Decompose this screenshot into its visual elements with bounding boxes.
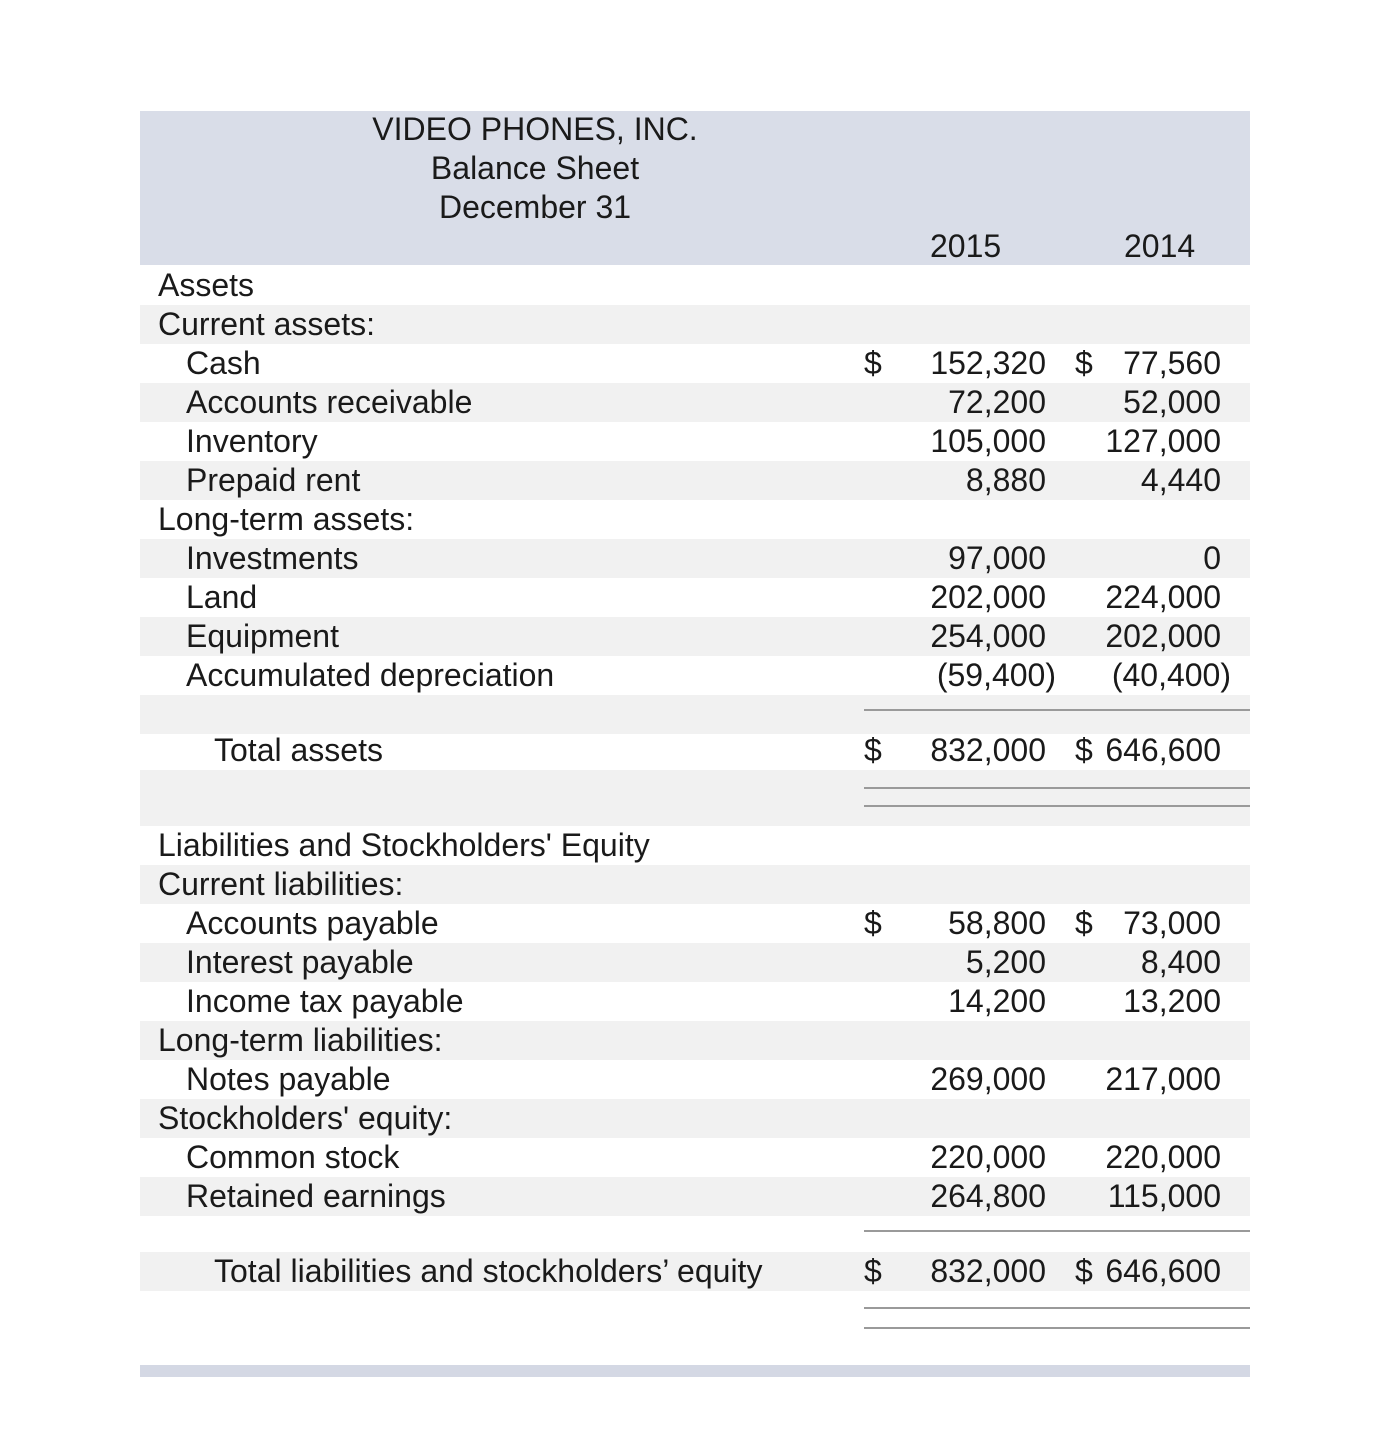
value-2015: 832,000 (930, 732, 1046, 768)
row-label: Equipment (186, 618, 339, 654)
dollar-sign: $ (1075, 1253, 1093, 1289)
subtotal-rule (864, 1230, 1250, 1232)
value-2014: 4,440 (1140, 462, 1221, 498)
table-row (140, 1060, 1250, 1099)
value-2015: 254,000 (930, 618, 1046, 654)
footer-band (140, 1365, 1250, 1377)
company-name: VIDEO PHONES, INC. (372, 111, 698, 147)
liabilities-heading: Liabilities and Stockholders' Equity (158, 827, 650, 863)
current-liabilities-heading-row (140, 865, 1250, 904)
value-2015: 5,200 (965, 944, 1046, 980)
row-label: Common stock (186, 1139, 400, 1175)
equity-heading-row (140, 1099, 1250, 1138)
value-2015: 72,200 (948, 384, 1046, 420)
table-row (140, 617, 1250, 656)
value-2014: 202,000 (1105, 618, 1221, 654)
value-2014: 224,000 (1105, 579, 1221, 615)
row-label: Retained earnings (186, 1178, 446, 1214)
table-row (140, 461, 1250, 500)
table-row (140, 982, 1250, 1021)
statement-title: Balance Sheet (430, 150, 640, 186)
row-label: Total liabilities and stockholders’ equity (214, 1253, 763, 1289)
row-label: Total assets (214, 732, 383, 768)
row-label: Accounts receivable (186, 384, 473, 420)
row-label: Cash (186, 345, 261, 381)
value-2015: 105,000 (930, 423, 1046, 459)
row-label: Land (186, 579, 258, 615)
value-2015: 8,880 (965, 462, 1046, 498)
subtotal-rule (864, 709, 1250, 711)
row-label: Prepaid rent (186, 462, 361, 498)
spacer-row (140, 770, 1250, 826)
year-prior: 2014 (1124, 228, 1196, 264)
value-2014: 127,000 (1105, 423, 1221, 459)
value-2015: 97,000 (948, 540, 1046, 576)
equity-heading: Stockholders' equity: (158, 1100, 453, 1136)
table-row (140, 539, 1250, 578)
value-2014: 77,560 (1123, 345, 1221, 381)
dollar-sign: $ (1075, 905, 1093, 941)
table-row (140, 656, 1250, 695)
value-2014: 52,000 (1123, 384, 1221, 420)
value-2015: 152,320 (930, 345, 1046, 381)
current-liabilities-heading: Current liabilities: (158, 866, 404, 902)
value-2014: 8,400 (1140, 944, 1221, 980)
value-2015: 220,000 (930, 1139, 1046, 1175)
longterm-assets-heading-row (140, 500, 1250, 539)
dollar-sign: $ (864, 1253, 882, 1289)
value-2014: (40,400) (1111, 657, 1231, 693)
row-label: Interest payable (186, 944, 414, 980)
table-row (140, 1177, 1250, 1216)
table-row (140, 422, 1250, 461)
assets-heading: Assets (158, 267, 255, 303)
row-label: Accounts payable (186, 905, 439, 941)
dollar-sign: $ (1075, 732, 1093, 768)
total-assets-row (140, 731, 1250, 770)
row-label: Income tax payable (186, 983, 464, 1019)
value-2015: (59,400) (936, 657, 1056, 693)
dollar-sign: $ (864, 345, 882, 381)
table-row (140, 383, 1250, 422)
row-label: Inventory (186, 423, 318, 459)
value-2015: 269,000 (930, 1061, 1046, 1097)
value-2015: 202,000 (930, 579, 1046, 615)
current-assets-heading-row (140, 305, 1250, 344)
balance-sheet (140, 111, 1250, 1377)
table-row (140, 578, 1250, 617)
double-rule-bottom (864, 805, 1250, 807)
value-2014: 646,600 (1105, 732, 1221, 768)
row-label: Accumulated depreciation (186, 657, 555, 693)
year-current: 2015 (930, 228, 1002, 264)
longterm-liabilities-heading-row (140, 1021, 1250, 1060)
value-2014: 73,000 (1123, 905, 1221, 941)
dollar-sign: $ (864, 732, 882, 768)
value-2014: 646,600 (1105, 1253, 1221, 1289)
current-assets-heading: Current assets: (158, 306, 375, 342)
value-2015: 58,800 (948, 905, 1046, 941)
table-row (140, 1138, 1250, 1177)
spacer-row (140, 695, 1250, 734)
header-band (140, 111, 1250, 265)
double-rule-top (864, 787, 1250, 789)
table-row (140, 943, 1250, 982)
value-2014: 13,200 (1123, 983, 1221, 1019)
longterm-liabilities-heading: Long-term liabilities: (158, 1022, 443, 1058)
table-row (140, 904, 1250, 943)
dollar-sign: $ (1075, 345, 1093, 381)
value-2014: 115,000 (1107, 1178, 1221, 1214)
row-label: Notes payable (186, 1061, 391, 1097)
value-2014: 220,000 (1105, 1139, 1221, 1175)
liabilities-heading-row (140, 826, 1250, 865)
assets-heading-row (140, 266, 1250, 305)
double-rule-bottom (864, 1327, 1250, 1329)
longterm-assets-heading: Long-term assets: (158, 501, 415, 537)
double-rule-top (864, 1307, 1250, 1309)
statement-date: December 31 (438, 189, 632, 225)
value-2014: 217,000 (1105, 1061, 1221, 1097)
dollar-sign: $ (864, 905, 882, 941)
row-label: Investments (186, 540, 359, 576)
value-2015: 264,800 (930, 1178, 1046, 1214)
value-2014: 0 (1203, 540, 1221, 576)
table-row (140, 344, 1250, 383)
value-2015: 832,000 (930, 1253, 1046, 1289)
total-liabilities-row (140, 1252, 1250, 1291)
value-2015: 14,200 (948, 983, 1046, 1019)
